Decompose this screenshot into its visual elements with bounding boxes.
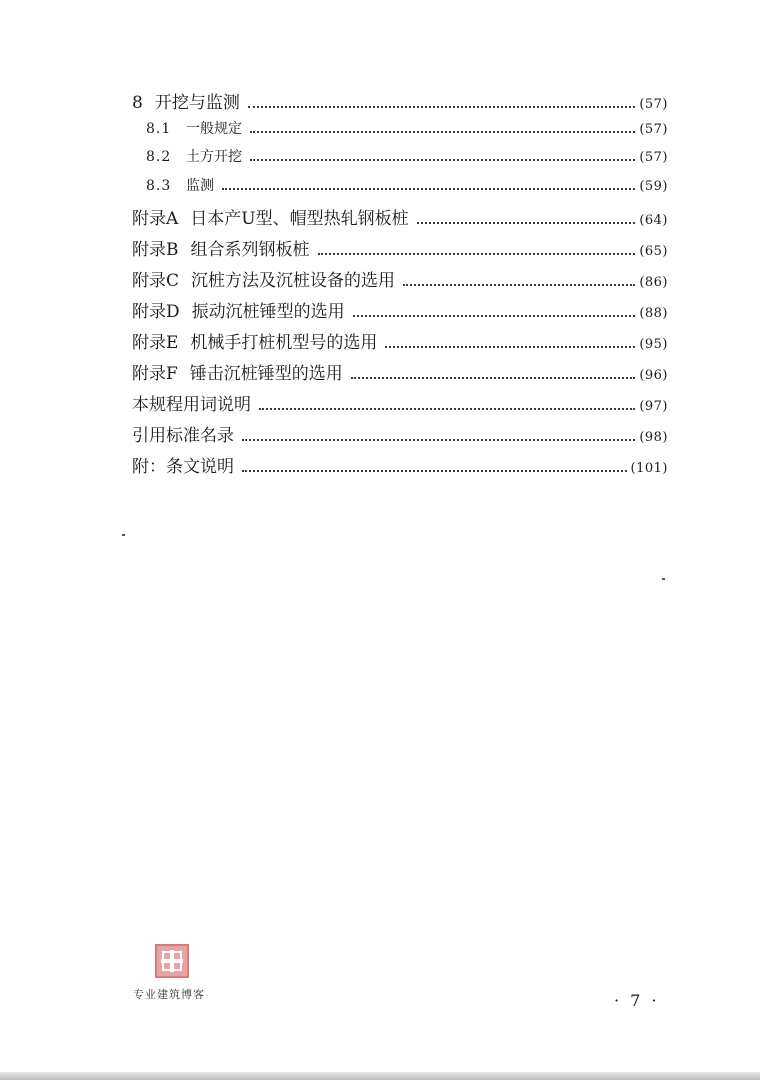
dot-leader (351, 377, 636, 379)
toc-entry-title: 土方开挖 (186, 149, 242, 165)
toc-entry-page: (65) (639, 244, 668, 259)
dot-leader (242, 439, 635, 441)
toc-entry-number: 附录F (132, 364, 178, 384)
page-bottom-edge (0, 1072, 760, 1080)
toc-entry[interactable] (146, 175, 668, 195)
toc-entry-title: 引用标准名录 (132, 426, 234, 446)
toc-entry-title: 沉桩方法及沉桩设备的选用 (191, 271, 396, 291)
toc-entry[interactable] (132, 297, 668, 322)
toc-entry[interactable] (132, 328, 668, 353)
dot-leader (403, 284, 635, 286)
toc-entry-page: (101) (630, 461, 668, 476)
toc-entry-number: 8.3 (146, 178, 172, 194)
dot-leader (222, 188, 635, 190)
toc-entry-page: (64) (639, 213, 668, 228)
toc-entry-page: (57) (639, 122, 668, 137)
toc-entry-title: 日本产U型、帽型热轧钢板桩 (190, 209, 409, 229)
dot-leader (248, 106, 635, 108)
toc-entry-title: 振动沉桩锤型的选用 (191, 302, 345, 322)
toc-entry-title: 机械手打桩机型号的选用 (190, 333, 378, 353)
dot-leader (417, 222, 636, 224)
toc-entry[interactable] (132, 204, 668, 229)
toc-entry[interactable] (132, 452, 668, 477)
stamp-stroke (161, 959, 183, 963)
toc-entry-number: 附录A (132, 209, 179, 229)
page-number: · 7 · (614, 991, 660, 1010)
toc-entry-number: 附录E (132, 333, 179, 353)
dot-leader (259, 408, 635, 410)
toc-entry-number: 8.1 (146, 121, 172, 137)
toc-entry-title: 本规程用词说明 (132, 395, 251, 415)
scan-speck (122, 534, 125, 536)
toc-entry-title: 开挖与监测 (154, 93, 240, 113)
dot-leader (242, 470, 627, 472)
toc-entry-title: 组合系列钢板桩 (190, 240, 310, 260)
toc-entry-page: (88) (639, 306, 668, 321)
toc-entry[interactable] (132, 266, 668, 291)
dot-leader (385, 346, 635, 348)
dot-leader (353, 315, 636, 317)
watermark-text: 专业建筑博客 (133, 988, 205, 1001)
dot-leader (250, 131, 635, 133)
dot-leader (250, 159, 635, 161)
toc-entry-number: 附录C (132, 271, 180, 291)
toc-entry-title: 锤击沉桩锤型的选用 (189, 364, 343, 384)
toc-entry-number: 8.2 (146, 149, 172, 165)
toc-entry-title: 一般规定 (186, 121, 242, 137)
toc-entry[interactable] (132, 235, 668, 260)
watermark-stamp-icon (155, 944, 189, 978)
toc-entry-title: 监测 (186, 178, 214, 194)
toc-entry[interactable] (132, 88, 668, 113)
toc-entry[interactable] (132, 390, 668, 415)
toc-entry[interactable] (146, 118, 668, 138)
toc-entry-page: (95) (639, 337, 668, 352)
toc-entry-page: (96) (639, 368, 668, 383)
toc-entry-page: (59) (639, 179, 668, 194)
scan-speck (662, 578, 665, 580)
toc-entry[interactable] (132, 421, 668, 446)
toc-entry-page: (57) (639, 150, 668, 165)
toc-entry-page: (97) (639, 399, 668, 414)
toc-entry-number: 附录D (132, 302, 180, 322)
toc-entry-number: 附录B (132, 240, 179, 260)
toc-entry-page: (98) (639, 430, 668, 445)
toc-entry[interactable] (146, 146, 668, 166)
toc-entry-page: (86) (639, 275, 668, 290)
toc-entry-title: 附：条文说明 (132, 457, 234, 477)
toc-entry-page: (57) (639, 97, 668, 112)
toc-entry-number: 8 (132, 93, 143, 113)
dot-leader (318, 253, 636, 255)
toc-entry[interactable] (132, 359, 668, 384)
